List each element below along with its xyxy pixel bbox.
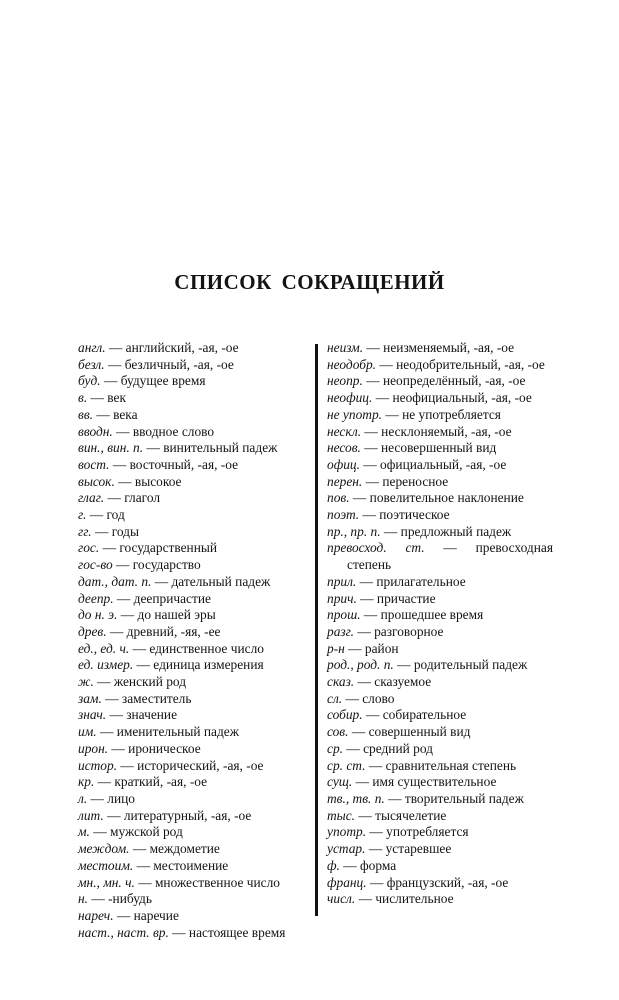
abbreviation-term: вводн.: [78, 423, 113, 439]
abbreviation-term: древ.: [78, 623, 107, 639]
abbreviation-term: англ.: [78, 340, 106, 355]
abbreviation-meaning: будущее время: [120, 373, 206, 389]
abbreviation-meaning: совершенный вид: [368, 724, 471, 740]
abbreviation-meaning: французский, -ая, -ое: [386, 874, 509, 890]
abbreviation-entry: поэт. — поэтическое: [327, 507, 450, 523]
abbreviation-term: несов.: [327, 440, 361, 456]
abbreviation-entry: местоим. — местоимение: [78, 857, 229, 873]
abbreviation-term: сов.: [327, 724, 349, 740]
abbreviation-entry: превосход. ст. — превосходная степень: [327, 540, 554, 573]
abbreviation-entry: высок. — высокое: [78, 473, 182, 489]
abbreviation-meaning: имя существительное: [372, 774, 497, 790]
abbreviation-meaning: официальный, -ая, -ое: [380, 456, 507, 472]
abbreviation-term: дат., дат. п.: [78, 573, 152, 589]
abbreviation-term: наст., наст. вр.: [78, 924, 169, 940]
abbreviation-term: нескл.: [327, 423, 362, 439]
abbreviation-entry: тыс. — тысячелетие: [327, 807, 447, 823]
abbreviation-entry: в. — век: [78, 390, 126, 406]
abbreviation-entry: вин., вин. п. — винительный падеж: [78, 440, 278, 456]
abbreviation-term: сл.: [327, 690, 343, 706]
abbreviation-meaning: сказуемое: [374, 674, 432, 690]
abbreviation-term: лит.: [78, 807, 104, 823]
abbreviation-entry: несов. — несовершенный вид: [327, 440, 497, 456]
abbreviation-term: н.: [78, 891, 88, 907]
abbreviation-entry: зам. — заместитель: [78, 690, 192, 706]
abbreviation-entry: лит. — литературный, -ая, -ое: [78, 807, 252, 823]
abbreviation-term: р-н: [327, 640, 345, 656]
abbreviation-entry: англ. — английский, -ая, -ое: [78, 340, 239, 355]
abbreviation-term: не употр.: [327, 406, 382, 422]
abbreviation-meaning: ироническое: [128, 740, 201, 756]
abbreviation-meaning: настоящее время: [188, 924, 286, 940]
abbreviation-term: гг.: [78, 523, 92, 539]
abbreviation-term: перен.: [327, 473, 363, 489]
abbreviation-meaning: прошедшее время: [380, 607, 484, 623]
abbreviation-entry: ж. — женский род: [78, 674, 187, 690]
abbreviation-meaning: наречие: [133, 907, 179, 923]
abbreviation-meaning: повелительное наклонение: [369, 490, 524, 506]
abbreviation-entry: буд. — будущее время: [78, 373, 206, 389]
abbreviation-entry: употр. — употребляется: [327, 824, 469, 840]
abbreviation-term: г.: [78, 507, 87, 523]
abbreviation-term: вв.: [78, 406, 93, 422]
abbreviation-term: кр.: [78, 774, 95, 790]
abbreviation-entry: знач. — значение: [78, 707, 178, 723]
abbreviation-entry: неофиц. — неофициальный, -ая, -ое: [327, 390, 532, 406]
abbreviation-meaning: безличный, -ая, -ое: [124, 356, 234, 372]
abbreviation-term: сказ.: [327, 674, 355, 690]
abbreviation-entry: ирон. — ироническое: [78, 740, 201, 756]
abbreviation-entry: неопр. — неопределённый, -ая, -ое: [327, 373, 526, 389]
abbreviation-term: ф.: [327, 857, 340, 873]
abbreviation-meaning: слово: [362, 690, 395, 706]
abbreviation-entry: вост. — восточный, -ая, -ое: [78, 456, 239, 472]
abbreviation-entry: неизм. — неизменяемый, -ая, -ое: [327, 340, 515, 355]
abbreviation-meaning: вводное слово: [132, 423, 215, 439]
abbreviation-meaning: форма: [359, 857, 397, 873]
abbreviation-term: неопр.: [327, 373, 363, 389]
abbreviation-meaning: средний род: [363, 740, 433, 756]
abbreviation-term: пов.: [327, 490, 350, 506]
abbreviation-meaning: женский род: [113, 674, 187, 690]
abbreviation-term: числ.: [327, 891, 356, 907]
abbreviation-term: устар.: [327, 841, 366, 857]
abbreviation-entry: разг. — разговорное: [327, 623, 444, 639]
abbreviation-entry: кр. — краткий, -ая, -ое: [78, 774, 208, 790]
abbreviation-term: собир.: [327, 707, 363, 723]
abbreviation-meaning: краткий, -ая, -ое: [114, 774, 208, 790]
abbreviation-term: неофиц.: [327, 390, 373, 406]
abbreviation-entry: глаг. — глагол: [78, 490, 161, 506]
abbreviation-term: прош.: [327, 607, 361, 623]
abbreviation-entry: р-н — район: [327, 640, 399, 656]
abbreviation-meaning: употребляется: [386, 824, 469, 840]
abbreviation-entry: числ. — числительное: [327, 891, 454, 907]
abbreviation-term: истор.: [78, 757, 118, 773]
abbreviation-term: офиц.: [327, 456, 360, 472]
abbreviation-term: знач.: [78, 707, 107, 723]
abbreviation-entry: прич. — причастие: [327, 590, 436, 606]
abbreviation-entry: л. — лицо: [78, 790, 135, 806]
abbreviation-entry: устар. — устаревшее: [327, 841, 452, 857]
abbreviation-meaning: единственное число: [149, 640, 264, 656]
abbreviation-meaning: сравнительная степень: [385, 757, 517, 773]
abbreviation-meaning: неопределённый, -ая, -ое: [382, 373, 526, 389]
page-title: СПИСОК СОКРАЩЕНИЙ: [174, 270, 445, 295]
abbreviation-meaning: глагол: [124, 490, 161, 506]
abbreviation-term: деепр.: [78, 590, 114, 606]
abbreviation-meaning: множественное число: [154, 874, 280, 890]
abbreviation-entry: собир. — собирательное: [327, 707, 467, 723]
abbreviation-meaning: поэтическое: [379, 507, 450, 523]
abbreviation-meaning: неодобрительный, -ая, -ое: [396, 356, 545, 372]
abbreviation-term: употр.: [327, 824, 367, 840]
abbreviation-entry: сл. — слово: [327, 690, 395, 706]
abbreviation-entry: офиц. — официальный, -ая, -ое: [327, 456, 507, 472]
abbreviation-term: разг.: [327, 623, 355, 639]
abbreviation-meaning: именительный падеж: [116, 724, 239, 740]
abbreviation-meaning: несовершенный вид: [380, 440, 497, 456]
abbreviation-term: поэт.: [327, 507, 360, 523]
abbreviation-term: мн., мн. ч.: [78, 874, 135, 890]
abbreviation-meaning: год: [106, 507, 125, 523]
abbreviation-term: гос-во: [78, 557, 113, 573]
abbreviation-entry: род., род. п. — родительный падеж: [327, 657, 528, 673]
abbreviation-meaning: собирательное: [382, 707, 467, 723]
abbreviation-term: им.: [78, 724, 97, 740]
abbreviation-meaning: древний, -яя, -ее: [126, 623, 221, 639]
abbreviation-term: до н. э.: [78, 607, 118, 623]
abbreviation-meaning: государство: [132, 557, 201, 573]
abbreviation-meaning: литературный, -ая, -ое: [123, 807, 252, 823]
abbreviation-term: ср. ст.: [327, 757, 366, 773]
abbreviation-meaning: неизменяемый, -ая, -ое: [383, 340, 515, 355]
abbreviation-entry: ед. измер. — единица измерения: [78, 657, 264, 673]
abbreviation-entry: ср. ст. — сравнительная степень: [327, 757, 517, 773]
abbreviation-entry: деепр. — деепричастие: [78, 590, 211, 606]
abbreviation-entry: сущ. — имя существительное: [327, 774, 497, 790]
abbreviation-meaning: государственный: [119, 540, 218, 556]
abbreviation-entry: пр., пр. п. — предложный падеж: [327, 523, 512, 539]
abbreviation-entry: безл. — безличный, -ая, -ое: [78, 356, 234, 372]
abbreviation-entry: нареч. — наречие: [78, 907, 179, 923]
abbreviation-meaning: -нибудь: [108, 891, 152, 907]
abbreviation-entry: перен. — переносное: [327, 473, 449, 489]
abbreviation-entry: наст., наст. вр. — настоящее время: [78, 924, 286, 940]
abbreviation-entry: г. — год: [78, 507, 125, 523]
abbreviation-term: высок.: [78, 473, 115, 489]
abbreviation-meaning: местоимение: [153, 857, 229, 873]
abbreviation-entry: франц. — французский, -ая, -ое: [327, 874, 509, 890]
abbreviation-term: буд.: [78, 373, 101, 389]
abbreviation-meaning: прилагательное: [376, 573, 466, 589]
abbreviations-column-right: [327, 340, 553, 908]
abbreviation-entry: прил. — прилагательное: [327, 573, 466, 589]
abbreviation-meaning: предложный падеж: [400, 523, 512, 539]
abbreviation-meaning: век: [107, 390, 126, 406]
abbreviation-entry: сов. — совершенный вид: [327, 724, 471, 740]
abbreviation-entry: м. — мужской род: [78, 824, 183, 840]
abbreviation-meaning: мужской род: [110, 824, 183, 840]
abbreviation-term: ед. измер.: [78, 657, 134, 673]
abbreviation-entry: до н. э. — до нашей эры: [78, 607, 216, 623]
abbreviation-meaning: не употребляется: [402, 406, 501, 422]
abbreviation-meaning: значение: [126, 707, 178, 723]
abbreviation-meaning: века: [113, 406, 138, 422]
abbreviation-meaning: неофициальный, -ая, -ое: [392, 390, 532, 406]
abbreviation-term: глаг.: [78, 490, 105, 506]
abbreviation-entry: не употр. — не употребляется: [327, 406, 501, 422]
abbreviation-term: нареч.: [78, 907, 114, 923]
abbreviations-column-left: [78, 340, 306, 941]
abbreviation-entry: н. — -нибудь: [78, 891, 152, 907]
abbreviation-meaning: дательный падеж: [171, 573, 271, 589]
abbreviation-term: безл.: [78, 356, 105, 372]
abbreviation-term: неодобр.: [327, 356, 376, 372]
abbreviation-entry: дат., дат. п. — дательный падеж: [78, 573, 271, 589]
abbreviation-meaning: деепричастие: [133, 590, 211, 606]
abbreviation-entry: вв. — века: [78, 406, 138, 422]
abbreviation-term: м.: [78, 824, 90, 840]
abbreviation-term: прич.: [327, 590, 357, 606]
abbreviation-meaning: годы: [111, 523, 139, 539]
abbreviation-meaning: исторический, -ая, -ое: [137, 757, 264, 773]
abbreviation-meaning: единица измерения: [153, 657, 264, 673]
abbreviation-meaning: лицо: [107, 790, 135, 806]
abbreviation-term: прил.: [327, 573, 357, 589]
abbreviation-term: ирон.: [78, 740, 109, 756]
abbreviation-entry: пов. — повелительное наклонение: [327, 490, 524, 506]
abbreviation-term: тыс.: [327, 807, 356, 823]
abbreviation-term: пр., пр. п.: [327, 523, 381, 539]
abbreviation-entry: сказ. — сказуемое: [327, 674, 432, 690]
abbreviation-meaning: разговорное: [374, 623, 444, 639]
abbreviation-term: вин., вин. п.: [78, 440, 144, 456]
abbreviation-entry: истор. — исторический, -ая, -ое: [78, 757, 264, 773]
abbreviation-meaning: превосходная степень: [347, 540, 554, 573]
abbreviation-entry: гос-во — государство: [78, 557, 201, 573]
abbreviation-meaning: заместитель: [121, 690, 192, 706]
abbreviation-meaning: высокое: [134, 473, 182, 489]
abbreviation-entry: древ. — древний, -яя, -ее: [78, 623, 221, 639]
abbreviation-entry: ед., ед. ч. — единственное число: [78, 640, 264, 656]
abbreviation-entry: прош. — прошедшее время: [327, 607, 484, 623]
abbreviation-entry: вводн. — вводное слово: [78, 423, 215, 439]
abbreviation-term: ср.: [327, 740, 343, 756]
abbreviation-entry: им. — именительный падеж: [78, 724, 239, 740]
abbreviation-term: местоим.: [78, 857, 134, 873]
abbreviation-meaning: устаревшее: [385, 841, 452, 857]
abbreviation-term: гос.: [78, 540, 100, 556]
abbreviation-meaning: винительный падеж: [163, 440, 278, 456]
abbreviation-term: неизм.: [327, 340, 364, 355]
abbreviation-meaning: причастие: [376, 590, 436, 606]
abbreviation-entry: тв., тв. п. — творительный падеж: [327, 790, 524, 806]
abbreviation-term: вост.: [78, 456, 110, 472]
abbreviation-meaning: родительный падеж: [413, 657, 528, 673]
abbreviation-term: тв., тв. п.: [327, 790, 385, 806]
abbreviation-meaning: до нашей эры: [137, 607, 216, 623]
abbreviation-meaning: английский, -ая, -ое: [125, 340, 239, 355]
abbreviation-term: род., род. п.: [327, 657, 394, 673]
abbreviation-entry: ф. — форма: [327, 857, 397, 873]
abbreviation-entry: неодобр. — неодобрительный, -ая, -ое: [327, 356, 545, 372]
abbreviation-entry: междом. — междометие: [78, 841, 220, 857]
abbreviation-meaning: творительный падеж: [404, 790, 524, 806]
abbreviation-entry: мн., мн. ч. — множественное число: [78, 874, 280, 890]
abbreviation-term: в.: [78, 390, 88, 406]
abbreviation-term: франц.: [327, 874, 367, 890]
abbreviation-meaning: междометие: [149, 841, 220, 857]
abbreviation-entry: гос. — государственный: [78, 540, 218, 556]
column-divider: [315, 344, 318, 916]
abbreviation-term: сущ.: [327, 774, 353, 790]
abbreviation-term: зам.: [78, 690, 102, 706]
abbreviation-entry: гг. — годы: [78, 523, 139, 539]
abbreviation-meaning: числительное: [375, 891, 454, 907]
abbreviation-entry: ср. — средний род: [327, 740, 433, 756]
abbreviation-meaning: район: [364, 640, 399, 656]
abbreviation-term: превосход. ст.: [327, 540, 425, 556]
abbreviation-meaning: восточный, -ая, -ое: [129, 456, 239, 472]
abbreviation-term: л.: [78, 790, 88, 806]
abbreviation-meaning: тысячелетие: [375, 807, 447, 823]
abbreviation-term: ж.: [78, 674, 94, 690]
abbreviation-meaning: несклоняемый, -ая, -ое: [381, 423, 512, 439]
abbreviation-term: ед., ед. ч.: [78, 640, 130, 656]
abbreviation-meaning: переносное: [382, 473, 449, 489]
abbreviation-entry: нескл. — несклоняемый, -ая, -ое: [327, 423, 512, 439]
abbreviation-term: междом.: [78, 841, 130, 857]
